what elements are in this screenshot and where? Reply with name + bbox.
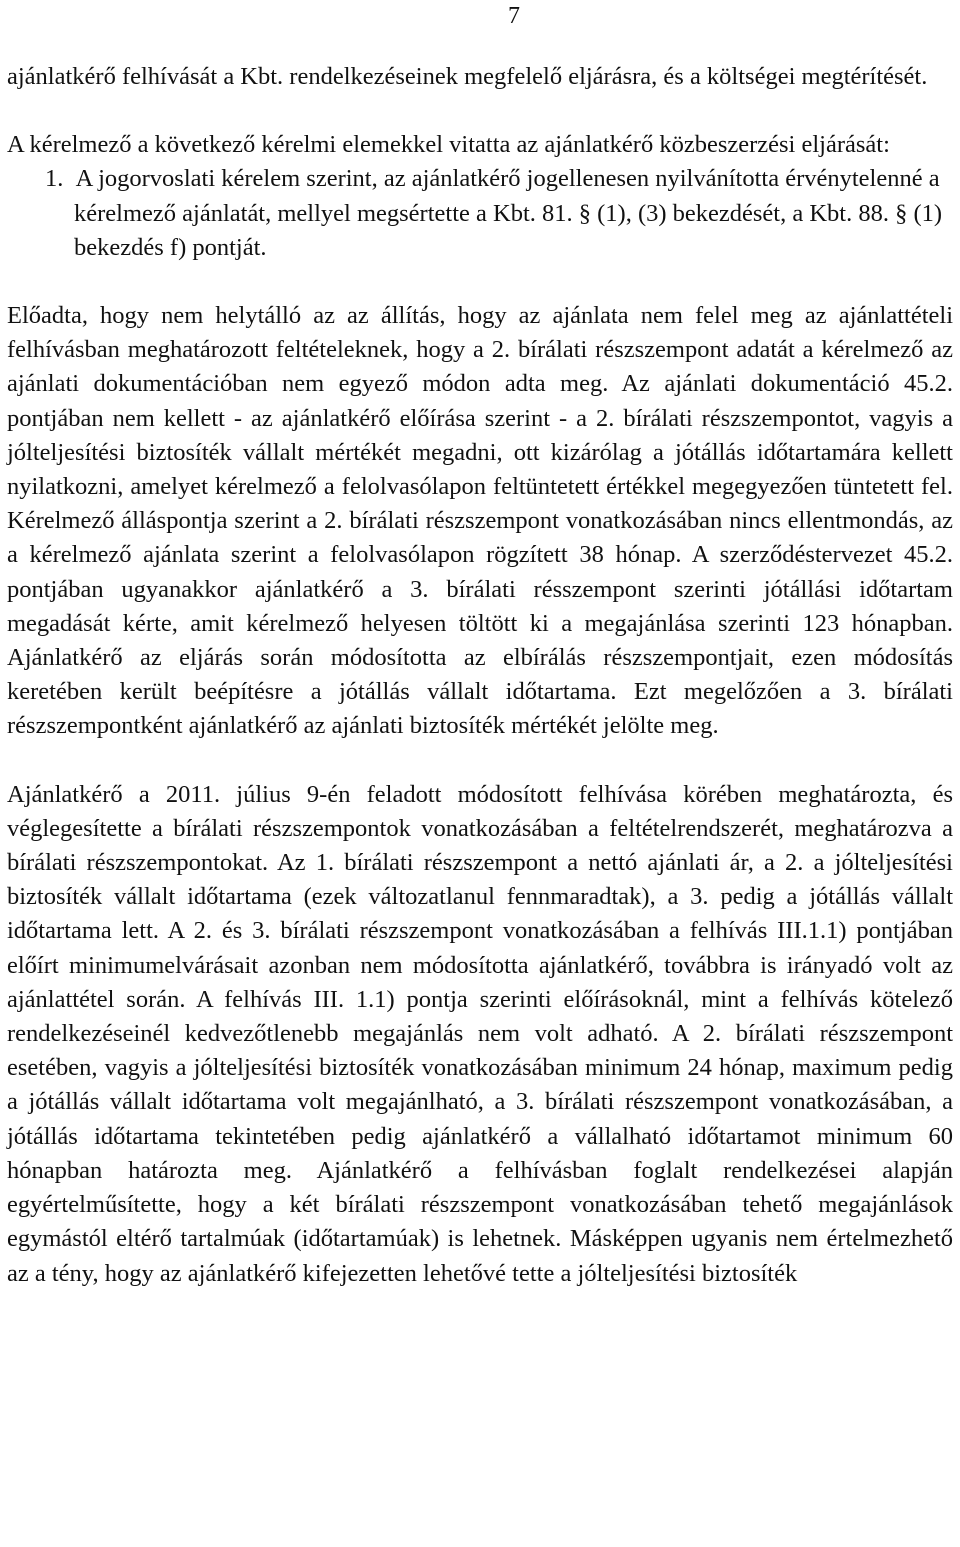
page-number: 7 (508, 3, 520, 29)
list-item-marker: 1. (45, 165, 64, 193)
numbered-list (7, 162, 953, 265)
paragraph-3: Előadta, hogy nem helytálló az az állítás, hogy az ajánlata nem felel meg az ajánlattételi felhívásban meghatározott feltételeknek, hogy a 2. bírálati részszempont adatát a kérelmező az ajánlati dokumentációban nem egyező módon adta meg. Az ajánlati dokumentáció 45.2. pontjában nem kellett - az ajánlatkérő előírása szerint - a 2. bírálati részszempontot, vagyis a jólteljesítési biztosíték vállalt mértékét megadni, ott kizárólag a jótállás időtartamára kellett nyilatkozni, amelyet kérelmező a felolvasólapon feltüntetett értékkel megegyezően tüntetett fel. Kérelmező álláspontja szerint a 2. bírálati részszempont vonatkozásában nincs ellentmondás, az a kérelmező ajánlata szerint a felolvasólapon rögzített 38 hónap. A szerződéstervezet 45.2. pontjában ugyanakkor ajánlatkérő a 3. bírálati résszempont szerinti jótállási időtartam megadását kérte, amit kérelmező helyesen töltött ki a megajánlása szerinti 123 hónapban. Ajánlatkérő az eljárás során módosította az elbírálás részszempontjait, ezen módosítás keretében került beépítésre a jótállás vállalt időtartama. Ezt megelőzően a 3. bírálati részszempontként ajánlatkérő az ajánlati biztosíték mértékét jelölte meg. (7, 302, 953, 740)
paragraph-2: A kérelmező a következő kérelmi elemekkel vitatta az ajánlatkérő közbeszerzési eljárását: (7, 131, 890, 159)
paragraph-1: ajánlatkérő felhívását a Kbt. rendelkezéseinek megfelelő eljárásra, és a költségei megtérítését. (7, 63, 928, 90)
paragraph-4: Ajánlatkérő a 2011. július 9-én feladott módosított felhívása körében meghatározta, és véglegesítette a bírálati részszempontok vonatkozásában a feltételrendszerét, meghatározva a bírálati részszempontokat. Az 1. bírálati részszempont a nettó ajánlati ár, a 2. a jólteljesítési biztosíték vállalt időtartama (ezek változatlanul fennmaradtak), a 3. pedig a jótállás vállalt időtartama lett. A 2. és 3. bírálati részszempont vonatkozásában a felhívás III.1.1) pontjában előírt minimumelvárásait azonban nem módosította ajánlatkérő, továbbra is irányadó volt az ajánlattétel során. A felhívás III. 1.1) pontja szerinti előírásoknál, mint a felhívás kötelező rendelkezéseinél kedvezőtlenebb megajánlás nem volt adható. A 2. bírálati részszempont esetében, vagyis a jólteljesítési biztosíték vonatkozásában minimum 24 hónap, maximum pedig a jótállás vállalt időtartama volt megajánlható, a 3. bírálati részszempont vonatkozásában, a jótállás időtartama tekintetében pedig ajánlatkérő a vállalható időtartamot minimum 60 hónapban határozta meg. Ajánlatkérő a felhívásban foglalt rendelkezései alapján egyértelműsítette, hogy a két bírálati részszempont vonatkozásában tehető megajánlások egymástól eltérő tartalmúak (időtartamúak) is lehetnek. Másképpen ugyanis nem értelmezhető az a tény, hogy az ajánlatkérő kifejezetten lehetővé tette a jólteljesítési biztosíték (7, 780, 953, 1287)
document-body (7, 60, 953, 1291)
list-item (7, 162, 953, 265)
list-item-text: A jogorvoslati kérelem szerint, az ajánlatkérő jogellenesen nyilvánította érvénytelenné a kérelmező ajánlatát, mellyel megsértette a Kbt. 81. § (1), (3) bekezdését, a Kbt. 88. § (1) bekezdés f) pontját. (74, 165, 943, 261)
